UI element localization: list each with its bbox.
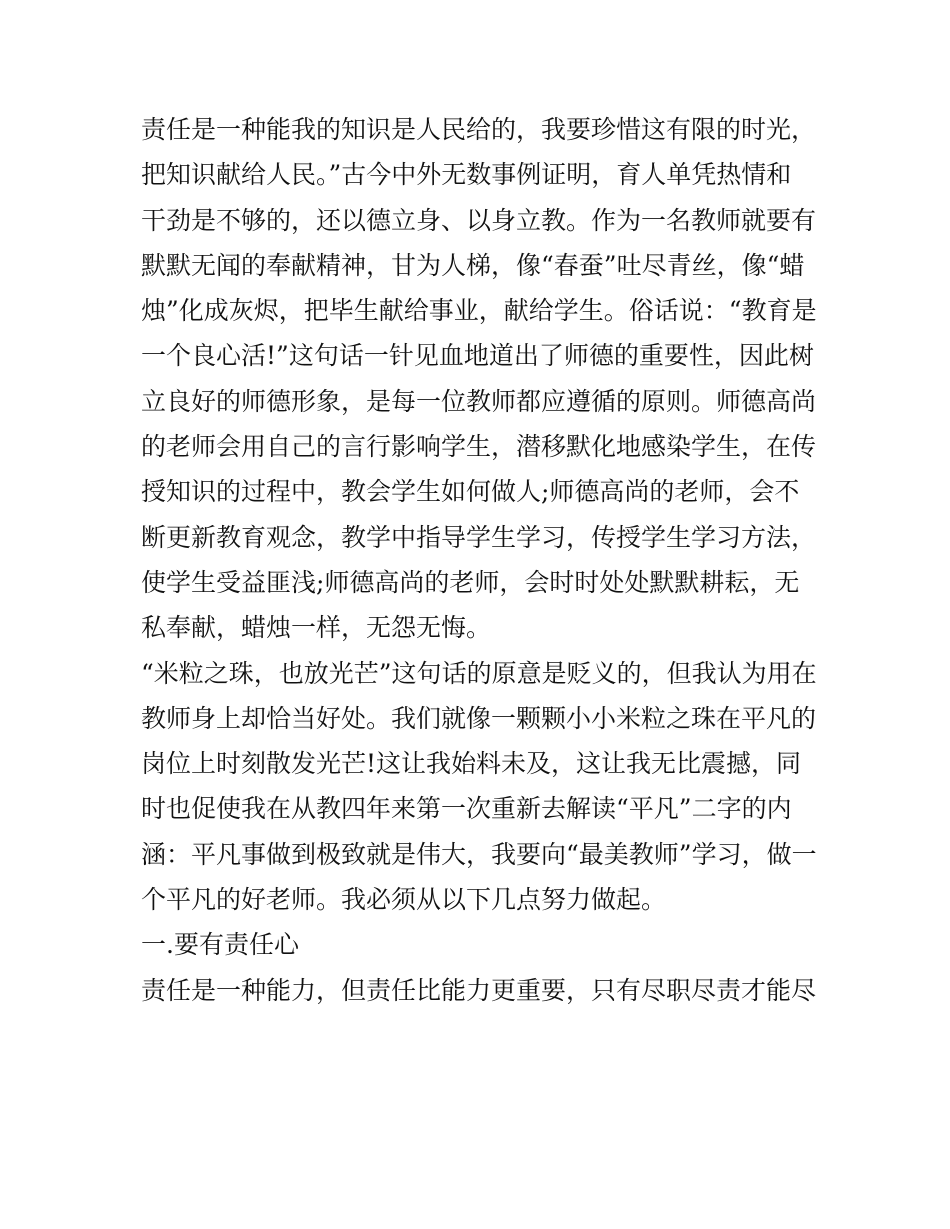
text-line: 使学生受益匪浅;师德高尚的老师，会时时处处默默耕耘，无: [141, 567, 800, 597]
text-line: 时也促使我在从教四年来第一次重新去解读“平凡”二字的内: [141, 794, 792, 824]
document-body: [141, 107, 821, 1013]
text-line: 责任是一种能力，但责任比能力更重要，只有尽职尽责才能尽: [141, 975, 817, 1005]
text-line: 教师身上却恰当好处。我们就像一颗颗小小米粒之珠在平凡的: [141, 703, 817, 733]
text-line: 默默无闻的奉献精神，甘为人梯，像“春蚕”吐尽青丝，像“蜡: [141, 250, 805, 280]
text-line: 个平凡的好老师。我必须从以下几点努力做起。: [141, 885, 667, 915]
text-line: 责任是一种能我的知识是人民给的，我要珍惜这有限的时光，: [141, 115, 817, 144]
text-line: 岗位上时刻散发光芒!这让我始料未及，这让我无比震撼，同: [141, 749, 802, 779]
text-line: 烛”化成灰烬，把毕生献给事业，献给学生。俗话说：“教育是: [141, 296, 817, 326]
text-line: 把知识献给人民。”古今中外无数事例证明，育人单凭热情和: [141, 160, 792, 190]
text-line: 干劲是不够的，还以德立身、以身立教。作为一名教师就要有: [141, 205, 817, 235]
text-line: 私奉献，蜡烛一样，无怨无悔。: [141, 613, 492, 643]
text-line: “米粒之珠，也放光芒”这句话的原意是贬义的，但我认为用在: [141, 658, 817, 688]
text-line: 断更新教育观念，教学中指导学生学习，传授学生学习方法，: [141, 522, 817, 552]
text-line: 立良好的师德形象，是每一位教师都应遵循的原则。师德高尚: [141, 386, 817, 416]
text-line: 授知识的过程中，教会学生如何做人;师德高尚的老师，会不: [141, 477, 800, 507]
text-line: 的老师会用自己的言行影响学生，潜移默化地感染学生，在传: [141, 432, 817, 462]
section-heading: 一.要有责任心: [141, 930, 299, 960]
text-line: 一个良心活!”这句话一针见血地道出了师德的重要性，因此树: [141, 341, 814, 371]
text-line: 涵：平凡事做到极致就是伟大，我要向“最美教师”学习，做一: [141, 839, 817, 869]
